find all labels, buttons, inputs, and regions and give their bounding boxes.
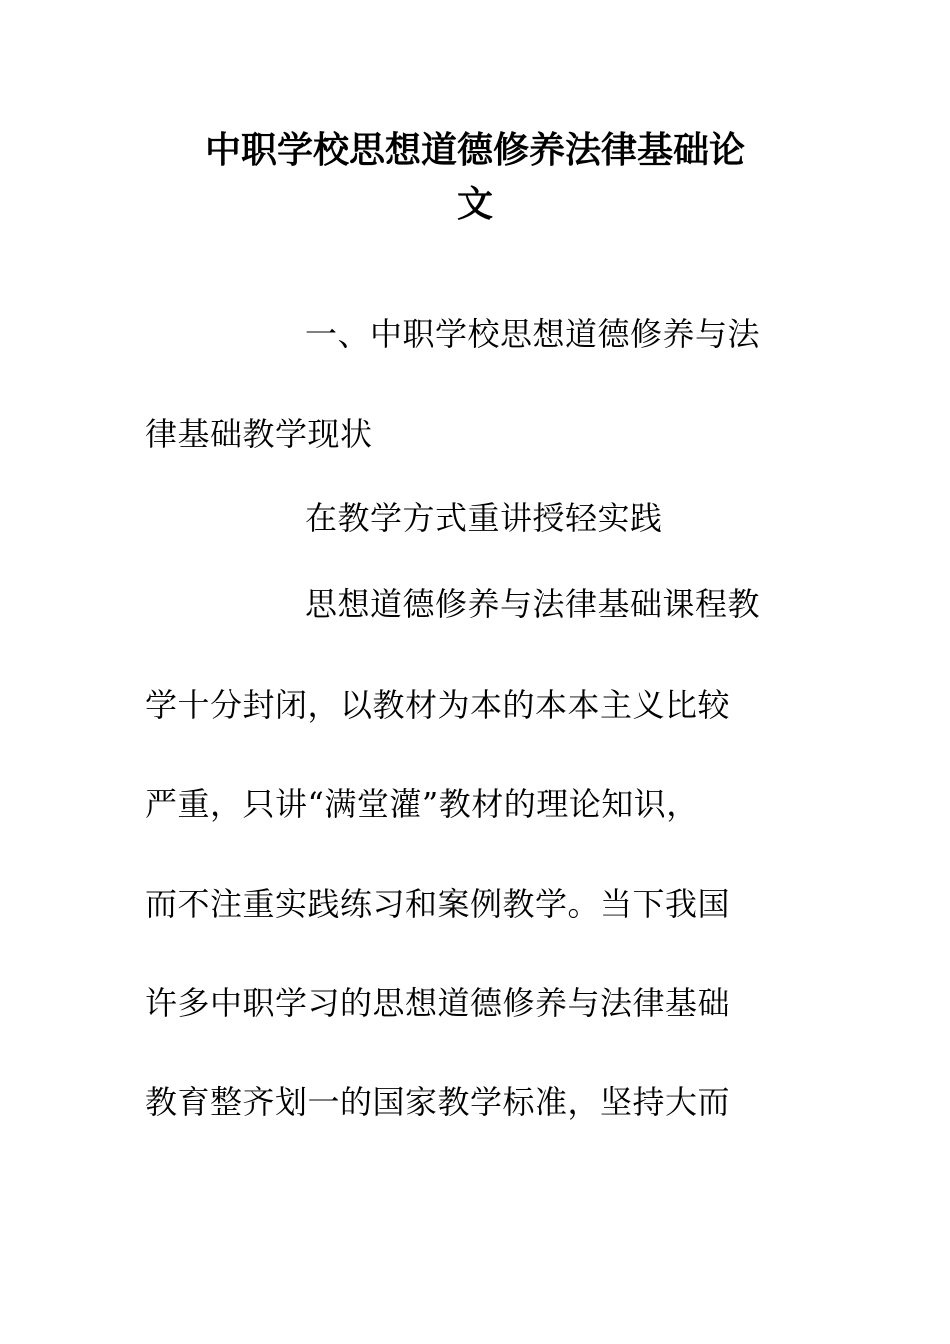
document-title-line-2: 文: [456, 183, 493, 225]
paragraph-line: 而不注重实践练习和案例教学。当下我国: [145, 885, 731, 923]
document-title-line-1: 中职学校思想道德修养法律基础论: [204, 129, 745, 171]
paragraph-line: 思想道德修养与法律基础课程教: [305, 585, 761, 623]
section-heading-line-1: 一、中职学校思想道德修养与法: [305, 315, 761, 353]
paragraph-line: 严重，只讲“满堂灌”教材的理论知识，: [145, 785, 699, 823]
section-heading-line-2: 律基础教学现状: [145, 415, 373, 453]
paragraph-line: 教育整齐划一的国家教学标准，坚持大而: [145, 1083, 731, 1121]
subheading: 在教学方式重讲授轻实践: [305, 499, 663, 537]
paragraph-line: 学十分封闭，以教材为本的本本主义比较: [145, 686, 731, 724]
paragraph-line: 许多中职学习的思想道德修养与法律基础: [145, 984, 731, 1022]
